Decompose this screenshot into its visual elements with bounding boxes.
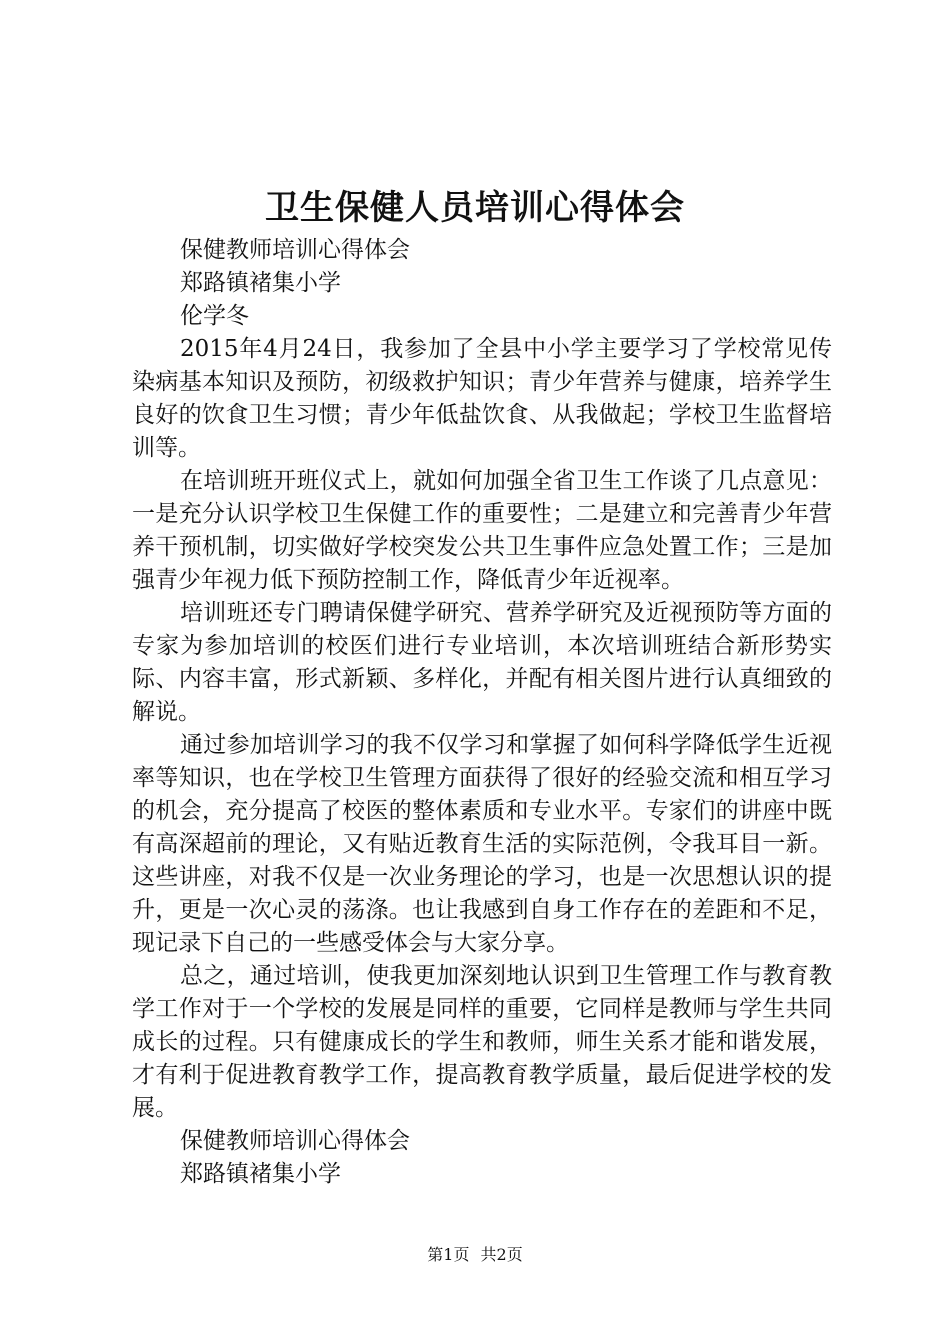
header-line-author: 伦学冬 (180, 303, 249, 329)
page-total: 共2页 (480, 1245, 523, 1264)
header-line-school: 郑路镇褚集小学 (180, 270, 341, 296)
header-line-course: 保健教师培训心得体会 (180, 237, 410, 263)
document-body (132, 234, 832, 1191)
paragraph-4: 通过参加培训学习的我不仅学习和掌握了如何科学降低学生近视率等知识，也在学校卫生管理方面获得了很好的经验交流和相互学习的机会，充分提高了校医的整体素质和专业水平。专家们的讲座中既有高深超前的理论，又有贴近教育生活的实际范例，令我耳目一新。这些讲座，对我不仅是一次业务理论的学习，也是一次思想认识的提升，更是一次心灵的荡涤。也让我感到自身工作存在的差距和不足，现记录下自己的一些感受体会与大家分享。 (132, 732, 832, 956)
paragraph-2: 在培训班开班仪式上，就如何加强全省卫生工作谈了几点意见：一是充分认识学校卫生保健工作的重要性；二是建立和完善青少年营养干预机制，切实做好学校突发公共卫生事件应急处置工作；三是加强青少年视力低下预防控制工作，降低青少年近视率。 (132, 468, 832, 593)
paragraph-5: 总之，通过培训，使我更加深刻地认识到卫生管理工作与教育教学工作对于一个学校的发展是同样的重要，它同样是教师与学生共同成长的过程。只有健康成长的学生和教师，师生关系才能和谐发展，才有利于促进教育教学工作，提高教育教学质量，最后促进学校的发展。 (132, 963, 832, 1121)
paragraph-1: 2015年4月24日，我参加了全县中小学主要学习了学校常见传染病基本知识及预防，初级救护知识；青少年营养与健康，培养学生良好的饮食卫生习惯；青少年低盐饮食、从我做起；学校卫生监督培训等。 (132, 336, 832, 461)
paragraph-3: 培训班还专门聘请保健学研究、营养学研究及近视预防等方面的专家为参加培训的校医们进行专业培训，本次培训班结合新形势实际、内容丰富，形式新颖、多样化，并配有相关图片进行认真细致的解说。 (132, 600, 832, 725)
footer-line-course: 保健教师培训心得体会 (180, 1128, 410, 1154)
page-number-footer (0, 1245, 950, 1265)
document-title: 卫生保健人员培训心得体会 (265, 188, 685, 228)
page-current: 第1页 (427, 1245, 470, 1264)
footer-line-school: 郑路镇褚集小学 (180, 1161, 341, 1187)
